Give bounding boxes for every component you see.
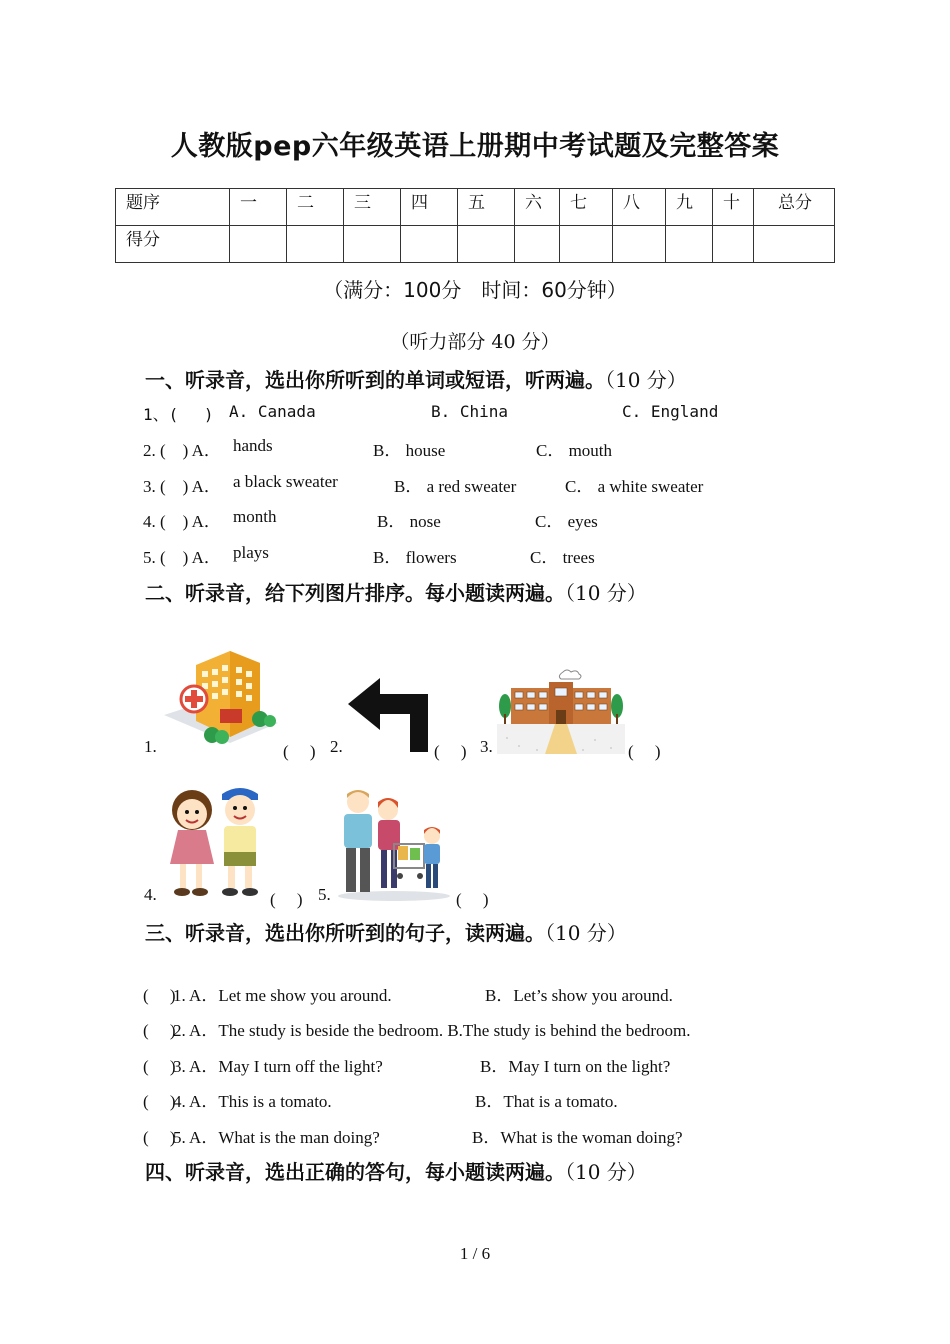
answer-bracket: ( )	[143, 1128, 176, 1147]
option-a: month	[233, 507, 277, 526]
section-3-title	[145, 917, 627, 946]
question-1-4	[143, 507, 843, 529]
family-shopping-picture	[336, 784, 452, 902]
score-input-cell	[515, 226, 560, 263]
option-c: C． eyes	[535, 512, 598, 531]
question-number: 1、( )	[143, 405, 214, 424]
option-c: C． trees	[530, 548, 595, 567]
score-cell: 一	[230, 189, 287, 226]
picture-number: 3.	[480, 737, 493, 756]
answer-bracket: ( )	[283, 742, 316, 761]
picture-number: 1.	[144, 737, 157, 756]
score-cell: 七	[560, 189, 613, 226]
score-input-cell	[666, 226, 713, 263]
score-cell: 五	[458, 189, 515, 226]
score-input-cell	[287, 226, 344, 263]
section-2-title	[145, 577, 647, 606]
option-b: B．What is the woman doing?	[472, 1128, 683, 1147]
score-input-cell	[754, 226, 835, 263]
picture-number: 2.	[330, 737, 343, 756]
score-input-cell	[230, 226, 287, 263]
page-number: 1 / 6	[459, 1244, 491, 1263]
score-table-score-row	[116, 226, 835, 263]
score-cell: 六	[515, 189, 560, 226]
option-b: B．Let’s show you around.	[485, 986, 673, 1005]
exam-meta: （满分：100分 时间：60分钟）	[323, 278, 627, 302]
answer-bracket: ( )	[628, 742, 661, 761]
option-a: plays	[233, 543, 269, 562]
score-cell: 四	[401, 189, 458, 226]
option-b: B． a red sweater	[394, 477, 517, 496]
score-cell: 二	[287, 189, 344, 226]
option-b: B． nose	[377, 512, 441, 531]
question-3-5	[143, 1123, 863, 1145]
option-c: C. England	[622, 402, 719, 421]
children-picture	[162, 780, 270, 902]
section-title-text: 三、听录音，选出你所听到的句子，读两遍。	[145, 921, 545, 945]
question-number: 5. ( ) A．	[143, 548, 221, 567]
school-picture	[497, 668, 625, 754]
option-a: hands	[233, 436, 273, 455]
section-points: （10 分）	[545, 921, 627, 945]
answer-bracket: ( )	[434, 742, 467, 761]
option-a: a black sweater	[233, 472, 338, 491]
option-a: A. Canada	[229, 402, 316, 421]
option-c: C． mouth	[536, 441, 613, 460]
score-input-cell	[713, 226, 754, 263]
question-number: 4. ( ) A．	[143, 512, 221, 531]
option-b: B． house	[373, 441, 446, 460]
answer-bracket: ( )	[143, 986, 176, 1005]
score-input-cell	[458, 226, 515, 263]
score-input-cell	[560, 226, 613, 263]
question-3-1	[143, 981, 863, 1003]
score-cell: 总分	[754, 189, 835, 226]
score-table-header-row	[116, 189, 835, 226]
score-cell: 十	[713, 189, 754, 226]
answer-bracket: ( )	[270, 890, 303, 909]
score-cell: 三	[344, 189, 401, 226]
option-a: 4. A．This is a tomato.	[173, 1092, 332, 1111]
answer-bracket: ( )	[456, 890, 489, 909]
question-number: 3. ( ) A．	[143, 477, 221, 496]
section-points: （10 分）	[565, 581, 647, 605]
score-table	[115, 188, 835, 263]
score-cell: 题序	[116, 189, 230, 226]
option-b: B．May I turn on the light?	[480, 1057, 671, 1076]
score-cell: 八	[613, 189, 666, 226]
picture-number: 4.	[144, 885, 157, 904]
option-a: 5. A．What is the man doing?	[173, 1128, 380, 1147]
answer-bracket: ( )	[143, 1092, 176, 1111]
question-number: 2. ( ) A．	[143, 441, 221, 460]
question-1-1	[143, 402, 843, 424]
turn-left-arrow-icon	[348, 676, 432, 754]
listening-header: （听力部分 40 分）	[390, 331, 560, 353]
section-4-title	[145, 1156, 647, 1185]
option-b: B. China	[431, 402, 509, 421]
picture-number: 5.	[318, 885, 331, 904]
option-b: B．That is a tomato.	[475, 1092, 618, 1111]
hospital-picture	[160, 645, 280, 755]
option-b: B． flowers	[373, 548, 457, 567]
section-title-text: 二、听录音，给下列图片排序。每小题读两遍。	[145, 581, 565, 605]
score-input-cell	[344, 226, 401, 263]
score-cell: 得分	[116, 226, 230, 263]
score-input-cell	[401, 226, 458, 263]
score-cell: 九	[666, 189, 713, 226]
section-1-title	[145, 364, 687, 393]
answer-bracket: ( )	[143, 1021, 176, 1040]
section-title-text: 一、听录音，选出你所听到的单词或短语，听两遍。	[145, 368, 605, 392]
question-3-3	[143, 1052, 863, 1074]
answer-bracket: ( )	[143, 1057, 176, 1076]
section-points: （10 分）	[565, 1160, 647, 1184]
question-1-5	[143, 543, 843, 565]
question-3-2	[143, 1016, 863, 1038]
question-1-3	[143, 472, 843, 494]
option-a: 3. A．May I turn off the light?	[173, 1057, 383, 1076]
score-input-cell	[613, 226, 666, 263]
question-3-4	[143, 1087, 863, 1109]
page-title: 人教版pep六年级英语上册期中考试题及完整答案	[170, 131, 780, 162]
option-c: C． a white sweater	[565, 477, 704, 496]
option-a: 1. A．Let me show you around.	[173, 986, 392, 1005]
question-1-2	[143, 436, 843, 458]
section-title-text: 四、听录音，选出正确的答句，每小题读两遍。	[145, 1160, 565, 1184]
option-a: 2. A．The study is beside the bedroom. B.The study is behind the bedroom.	[173, 1021, 691, 1040]
section-points: （10 分）	[605, 368, 687, 392]
